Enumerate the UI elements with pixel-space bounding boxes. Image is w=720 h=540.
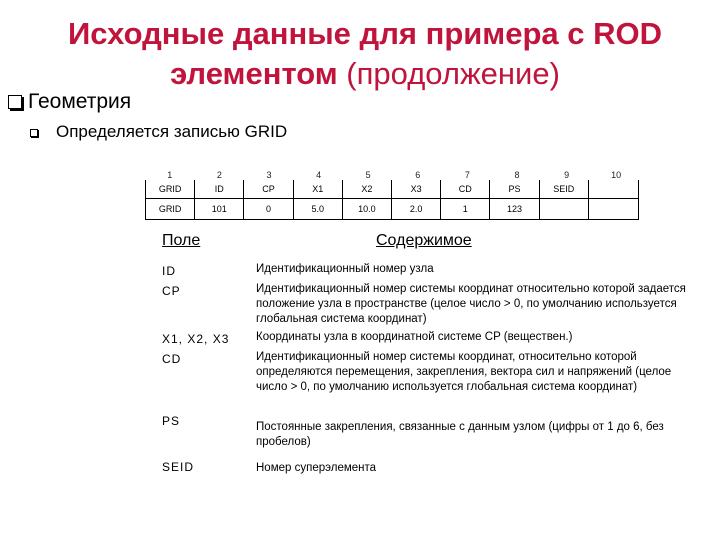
grid-cell: 101 [195, 199, 244, 219]
field-name: ID [162, 264, 176, 278]
grid-col-number: 6 [415, 170, 421, 180]
grid-cell: PS [490, 180, 539, 198]
square-bullet-icon [8, 95, 22, 109]
grid-cell: X3 [392, 180, 441, 198]
field-name: PS [162, 414, 181, 428]
grid-cell [540, 199, 589, 219]
field-name: CD [162, 352, 182, 366]
grid-col-number: 3 [266, 170, 272, 180]
grid-col-number: 2 [216, 170, 222, 180]
content-column-header: Содержимое [376, 232, 472, 249]
grid-column-numbers [145, 170, 641, 180]
grid-names-row [146, 180, 638, 199]
grid-cell: 10.0 [343, 199, 392, 219]
grid-cell: GRID [146, 199, 195, 219]
grid-cell: CD [441, 180, 490, 198]
grid-cell: 1 [441, 199, 490, 219]
grid-cell: CP [244, 180, 293, 198]
grid-cell [589, 199, 638, 219]
grid-col-number: 10 [611, 170, 622, 180]
slide-title [20, 14, 710, 94]
field-description: Идентификационный номер системы координат, относительно которой определяются перемещения, закрепления, вектора сил и напряжений (целое число > 0, по умолчанию используется глобальная система координат) [256, 351, 672, 393]
grid-cell: GRID [146, 180, 195, 198]
grid-cell [589, 180, 638, 198]
field-name: SEID [162, 460, 195, 474]
grid-col-number: 9 [564, 170, 570, 180]
grid-col-number: 7 [464, 170, 470, 180]
small-square-bullet-icon [30, 129, 38, 137]
field-description: Номер суперэлемента [256, 462, 377, 474]
field-description: Идентификационный номер системы координат относительно которой задается положение узла в пространстве (целое число > 0, по умолчанию используется глобальная система координат) [256, 283, 686, 325]
grid-cell: X1 [294, 180, 343, 198]
field-description: Постоянные закрепления, связанные с данным узлом (цифры от 1 до 6, без пробелов) [256, 421, 664, 448]
grid-col-number: 5 [365, 170, 371, 180]
field-column-header: Поле [162, 232, 201, 249]
grid-cell: 0 [244, 199, 293, 219]
field-description: Координаты узла в координатной системе CP (веществен.) [256, 331, 573, 343]
title-line-2 [20, 54, 710, 94]
title-line-1: Исходные данные для примера с ROD [67, 16, 663, 51]
field-description: Идентификационный номер узла [256, 263, 434, 275]
subsection-label: Определяется записью GRID [56, 122, 288, 141]
section-label: Геометрия [28, 90, 132, 113]
title-line-2-paren: (продолжение) [346, 56, 560, 91]
subsection-bullet [30, 122, 287, 142]
title-line-2-main: элементом [170, 56, 338, 91]
grid-cell: 2.0 [392, 199, 441, 219]
grid-cell: ID [195, 180, 244, 198]
grid-col-number: 8 [514, 170, 520, 180]
grid-card-table [145, 180, 639, 220]
field-name: X1, X2, X3 [162, 332, 230, 346]
grid-cell: SEID [540, 180, 589, 198]
grid-col-number: 1 [167, 170, 173, 180]
grid-cell: 123 [490, 199, 539, 219]
grid-col-number: 4 [316, 170, 322, 180]
grid-values-row [146, 199, 638, 220]
grid-cell: X2 [343, 180, 392, 198]
grid-cell: 5.0 [294, 199, 343, 219]
field-name: CP [162, 284, 181, 298]
section-bullet [8, 90, 131, 114]
